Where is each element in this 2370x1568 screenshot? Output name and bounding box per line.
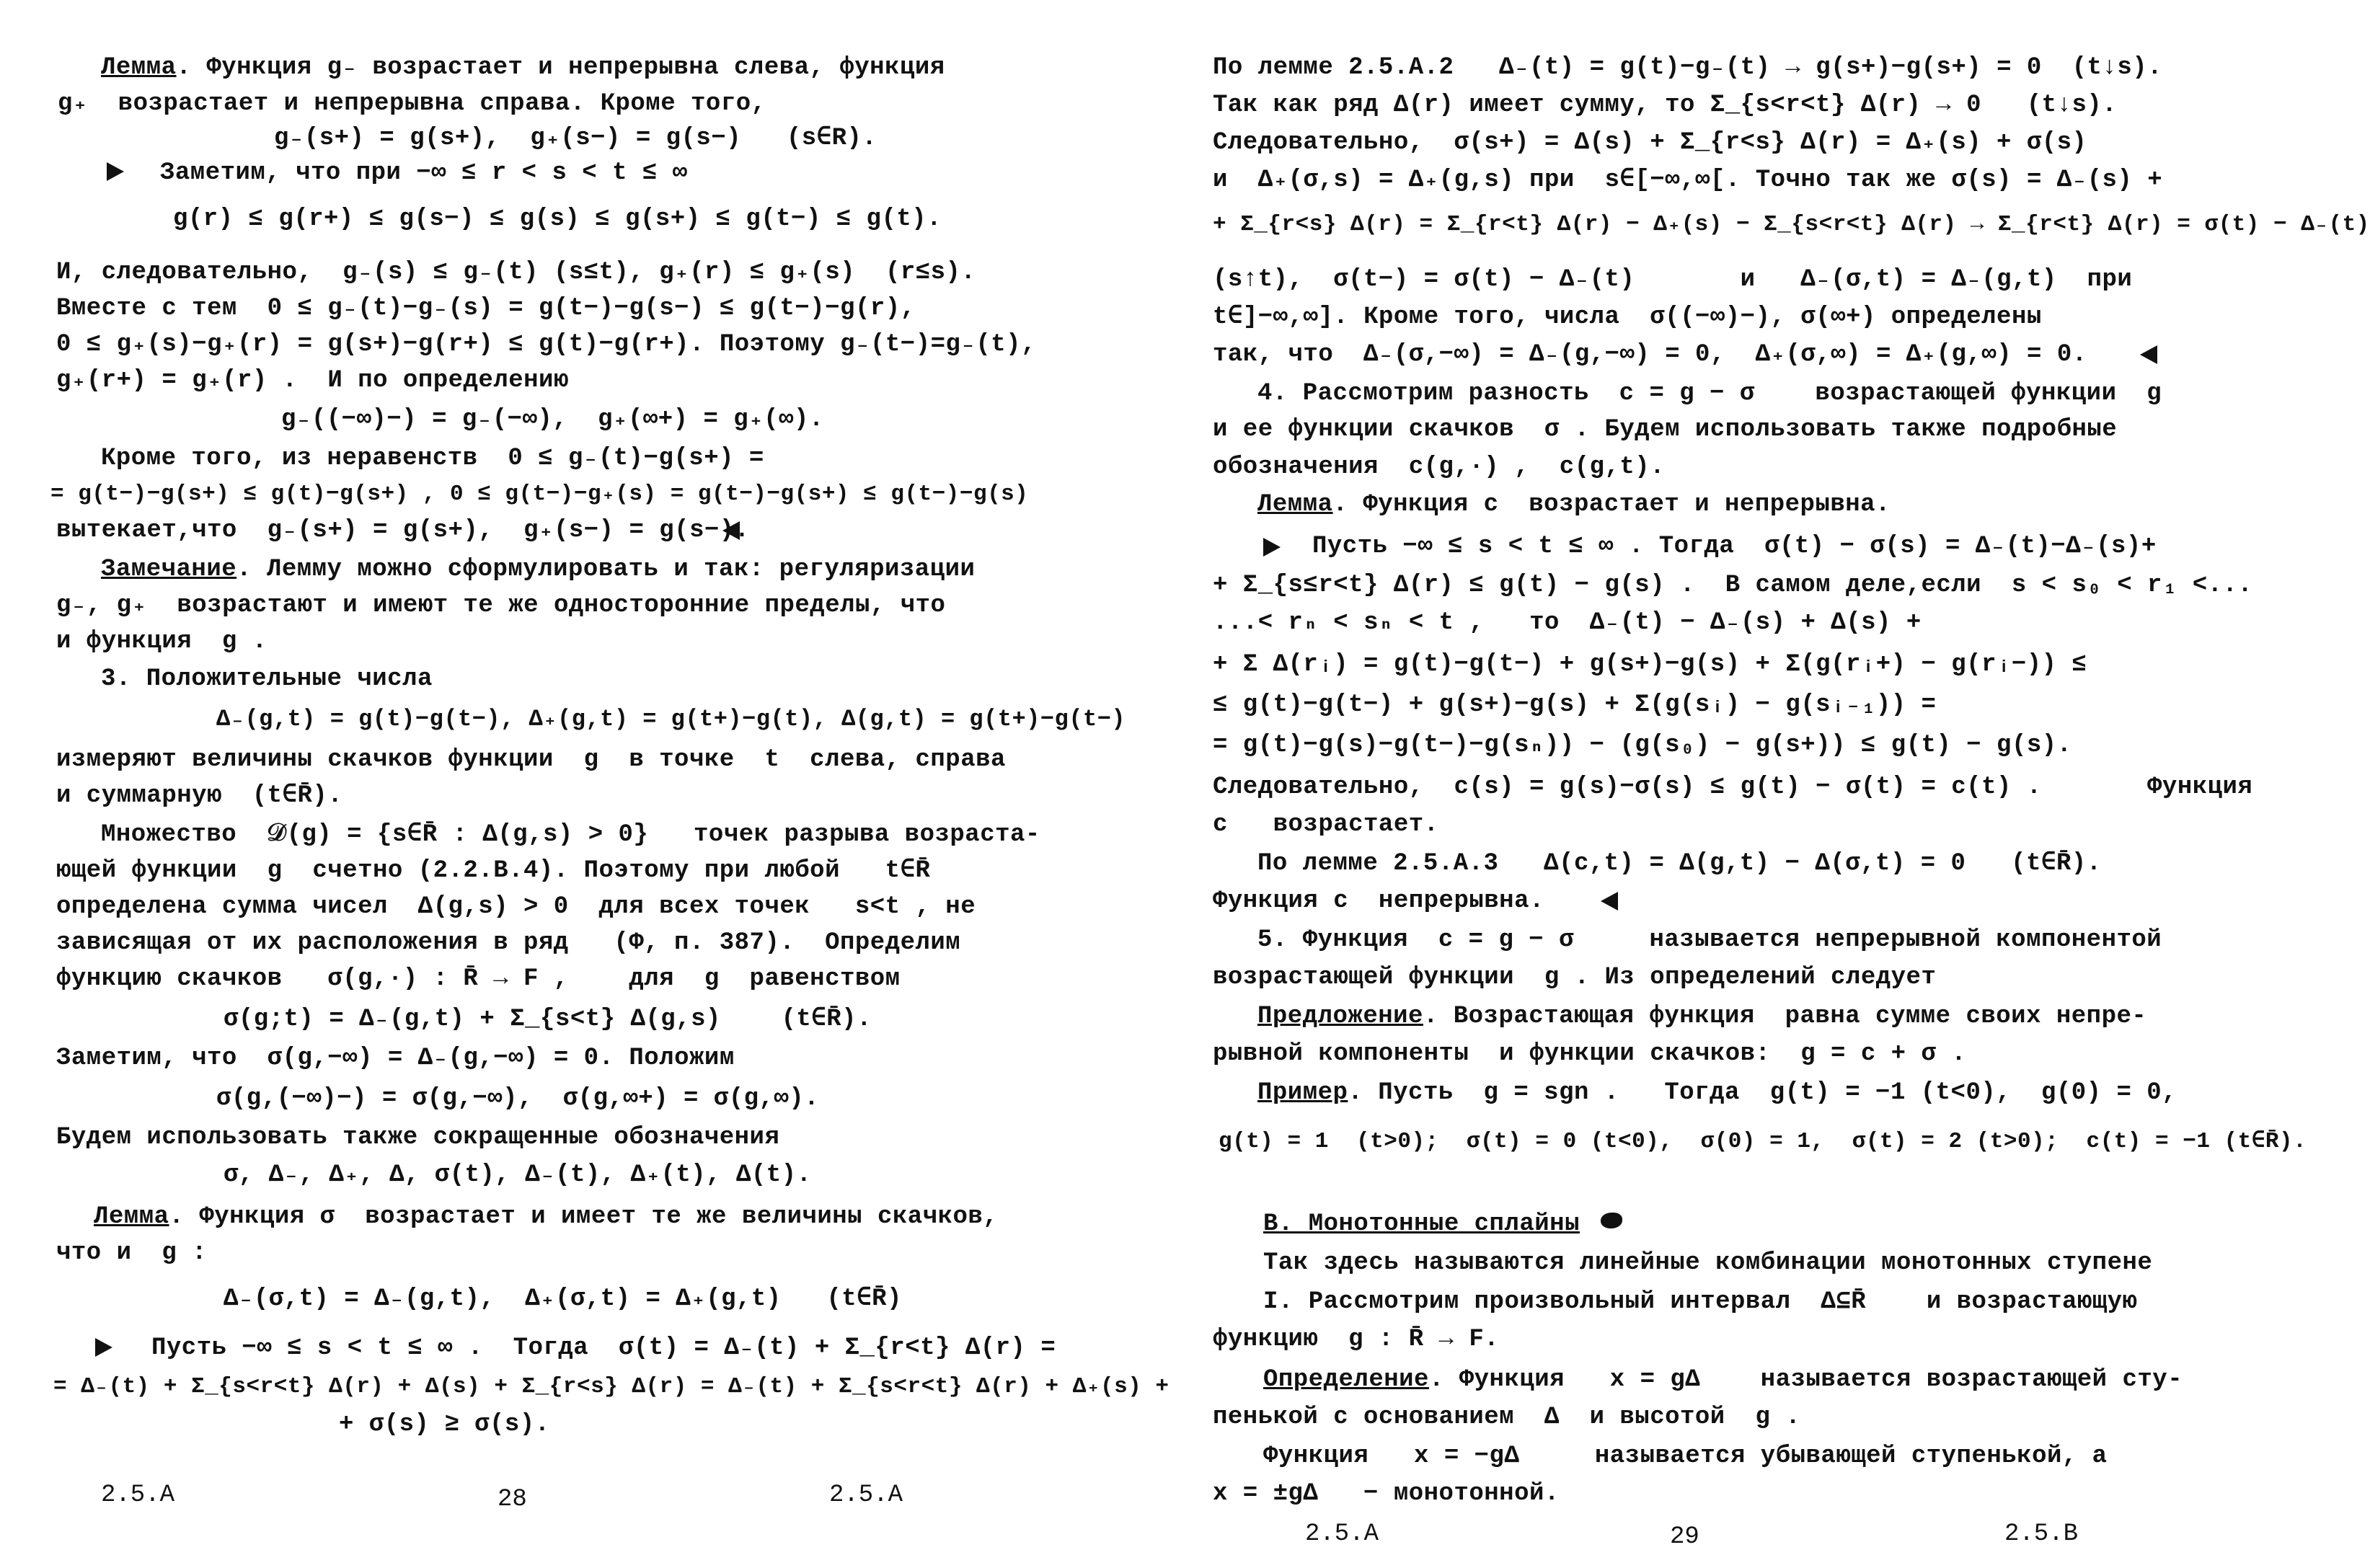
formula-line: g(r) ≤ g(r+) ≤ g(s−) ≤ g(s) ≤ g(s+) ≤ g(t−) ≤ g(t). — [173, 205, 942, 233]
formula-line: + Σ Δ(rᵢ) = g(t)−g(t−) + g(s+)−g(s) + Σ(g(rᵢ+) − g(rᵢ−)) ≤ — [1213, 651, 2087, 678]
text-line-body: . Функция σ возрастает и имеет те же величины скачков, — [169, 1203, 999, 1231]
proof-end-marker — [2140, 345, 2157, 364]
formula-line: σ(g,(−∞)−) = σ(g,−∞), σ(g,∞+) = σ(g,∞). — [216, 1085, 820, 1112]
text-line: Функция x = −gΔ называется убывающей ступенькой, а — [1263, 1443, 2108, 1470]
right-page — [1197, 0, 2370, 1568]
text-line: Вместе с тем 0 ≤ g₋(t)−g₋(s) = g(t−)−g(s−) ≤ g(t−)−g(r), — [56, 295, 916, 322]
text-line: g₊(r+) = g₊(r) . И по определению — [56, 367, 569, 394]
text-line: По лемме 2.5.А.2 Δ₋(t) = g(t)−g₋(t) → g(s+)−g(s+) = 0 (t↓s). — [1213, 54, 2163, 81]
text-line: Так как ряд Δ(r) имеет сумму, то Σ_{s<r<t} Δ(r) → 0 (t↓s). — [1213, 92, 2118, 119]
formula-line: = g(t)−g(s)−g(t−)−g(sₙ)) − (g(s₀) − g(s+)) ≤ g(t) − g(s). — [1213, 732, 2072, 759]
formula-line: σ(g;t) = Δ₋(g,t) + Σ_{s<t} Δ(g,s) (t∈R̄). — [224, 1006, 872, 1033]
section-heading: 3. Положительные числа — [101, 665, 433, 693]
text-line: и суммарную (t∈R̄). — [56, 782, 343, 810]
text-line: функцию скачков σ(g,·) : R̄ → F , для g равенством — [56, 965, 901, 993]
text-line-body: . Функция g₋ возрастает и непрерывна слева, функция — [176, 54, 945, 81]
text-line: функцию g : R̄ → F. — [1213, 1326, 1500, 1353]
text-line — [101, 52, 945, 84]
text-line: зависящая от их расположения в ряд (Ф, п. 387). Определим — [56, 929, 961, 957]
text-line — [94, 1201, 998, 1233]
text-line: Так здесь называются линейные комбинации монотонных ступене — [1263, 1249, 2153, 1277]
text-line — [1257, 1077, 2177, 1109]
text-line: = g(t−)−g(s+) ≤ g(t)−g(s+) , 0 ≤ g(t−)−g₊(s) = g(t−)−g(s+) ≤ g(t−)−g(s) — [50, 482, 1029, 507]
text-line: что и g : — [56, 1239, 208, 1267]
proposition-heading: Предложение — [1257, 1003, 1423, 1030]
text-line: и функция g . — [56, 628, 267, 655]
text-line: g₊ возрастает и непрерывна справа. Кроме того, — [58, 90, 766, 118]
text-line-body: . Пусть g = sgn . Тогда g(t) = −1 (t<0), g(0) = 0, — [1348, 1079, 2177, 1107]
text-line: (s↑t), σ(t−) = σ(t) − Δ₋(t) и Δ₋(σ,t) = Δ₋(g,t) при — [1213, 266, 2133, 293]
text-line: I. Рассмотрим произвольный интервал Δ⊆R̄ и возрастающую — [1263, 1288, 2138, 1316]
left-page — [0, 0, 1169, 1568]
lemma-heading: Лемма — [101, 54, 177, 81]
page-number: 28 — [498, 1486, 527, 1513]
text-line: так, что Δ₋(σ,−∞) = Δ₋(g,−∞) = 0, Δ₊(σ,∞) = Δ₊(g,∞) = 0. — [1213, 341, 2087, 368]
page-number: 29 — [1670, 1523, 1699, 1551]
section-heading: 4. Рассмотрим разность c = g − σ возрастающей функции g — [1257, 380, 2162, 407]
remark-heading: Замечание — [101, 556, 237, 583]
text-line-body: . Функция c возрастает и непрерывна. — [1332, 491, 1891, 518]
proof-end-marker — [1601, 892, 1618, 911]
formula-line: g(t) = 1 (t>0); σ(t) = 0 (t<0), σ(0) = 1, σ(t) = 2 (t>0); c(t) = −1 (t∈R̄). — [1219, 1129, 2307, 1154]
text-line: измеряют величины скачков функции g в точке t слева, справа — [56, 746, 1006, 774]
formula-line: + σ(s) ≥ σ(s). — [339, 1411, 550, 1438]
text-line-body: . Функция x = gΔ называется возрастающей сту- — [1428, 1366, 2183, 1394]
folio-right: 2.5.А — [829, 1481, 903, 1509]
text-line: обозначения c(g,·) , c(g,t). — [1213, 453, 1666, 481]
formula-line: σ, Δ₋, Δ₊, Δ, σ(t), Δ₋(t), Δ₊(t), Δ(t). — [224, 1161, 812, 1189]
formula-line: = Δ₋(t) + Σ_{s<r<t} Δ(r) + Δ(s) + Σ_{r<s} Δ(r) = Δ₋(t) + Σ_{s<r<t} Δ(r) + Δ₊(s) + — [53, 1374, 1169, 1399]
text-line: Заметим, что при −∞ ≤ r < s < t ≤ ∞ — [160, 159, 688, 187]
proof-start-marker — [95, 1338, 112, 1357]
text-line: По лемме 2.5.А.3 Δ(c,t) = Δ(g,t) − Δ(σ,t) = 0 (t∈R̄). — [1257, 850, 2102, 877]
text-line-body: . Возрастающая функция равна сумме своих непре- — [1423, 1003, 2147, 1030]
proof-end-marker — [722, 521, 740, 540]
text-line: Функция c непрерывна. — [1213, 887, 1544, 915]
text-line: и ее функции скачков σ . Будем использовать также подробные — [1213, 416, 2118, 443]
lemma-heading: Лемма — [94, 1203, 169, 1231]
text-line: пенькой с основанием Δ и высотой g . — [1213, 1404, 1801, 1431]
text-line: и Δ₊(σ,s) = Δ₊(g,s) при s∈[−∞,∞[. Точно так же σ(s) = Δ₋(s) + — [1213, 167, 2163, 194]
folio-left: 2.5.А — [101, 1481, 175, 1509]
formula-line: ≤ g(t)−g(t−) + g(s+)−g(s) + Σ(g(sᵢ) − g(sᵢ₋₁)) = — [1213, 691, 1937, 719]
text-line: t∈]−∞,∞]. Кроме того, числа σ((−∞)−), σ(∞+) определены — [1213, 304, 2042, 331]
text-line: определена сумма чисел Δ(g,s) > 0 для всех точек s<t , не — [56, 893, 976, 921]
text-line: Заметим, что σ(g,−∞) = Δ₋(g,−∞) = 0. Положим — [56, 1045, 735, 1072]
text-line: рывной компоненты и функции скачков: g = c + σ . — [1213, 1040, 1967, 1068]
folio-left: 2.5.А — [1305, 1520, 1379, 1548]
text-line: Будем использовать также сокращенные обозначения — [56, 1124, 780, 1151]
text-line-body: . Лемму можно сформулировать и так: регуляризации — [236, 556, 976, 583]
example-heading: Пример — [1257, 1079, 1348, 1107]
proof-start-marker — [1263, 538, 1281, 557]
text-line: Следовательно, σ(s+) = Δ(s) + Σ_{r<s} Δ(r) = Δ₊(s) + σ(s) — [1213, 129, 2087, 156]
definition-heading: Определение — [1263, 1366, 1429, 1394]
text-line: ющей функции g счетно (2.2.В.4). Поэтому при любой t∈R̄ — [56, 857, 931, 885]
text-line: возрастающей функции g . Из определений следует — [1213, 964, 1937, 991]
ink-blot — [1601, 1213, 1622, 1228]
text-line: g₋, g₊ возрастают и имеют те же односторонние пределы, что — [56, 592, 946, 619]
text-line — [1263, 1364, 2183, 1396]
text-line: Множество 𝒟(g) = {s∈R̄ : Δ(g,s) > 0} точек разрыва возраста- — [101, 821, 1040, 849]
text-line: 0 ≤ g₊(s)−g₊(r) = g(s+)−g(r+) ≤ g(t)−g(r+). Поэтому g₋(t−)=g₋(t), — [56, 331, 1036, 358]
formula-line: g₋((−∞)−) = g₋(−∞), g₊(∞+) = g₊(∞). — [281, 406, 824, 433]
text-line — [101, 554, 975, 585]
text-line: ...< rₙ < sₙ < t , то Δ₋(t) − Δ₋(s) + Δ(s) + — [1213, 609, 1922, 637]
text-line: + Σ_{s≤r<t} Δ(r) ≤ g(t) − g(s) . В самом деле,если s < s₀ < r₁ <... — [1213, 572, 2253, 599]
text-line: И, следовательно, g₋(s) ≤ g₋(t) (s≤t), g₊(r) ≤ g₊(s) (r≤s). — [56, 259, 976, 286]
text-line: Пусть −∞ ≤ s < t ≤ ∞ . Тогда σ(t) = Δ₋(t) + Σ_{r<t} Δ(r) = — [151, 1334, 1056, 1362]
proof-start-marker — [107, 162, 124, 181]
text-line: вытекает,что g₋(s+) = g(s+), g₊(s−) = g(s−). — [56, 517, 750, 544]
formula-line: Δ₋(σ,t) = Δ₋(g,t), Δ₊(σ,t) = Δ₊(g,t) (t∈R̄) — [224, 1285, 902, 1313]
subsection-heading: В. Монотонные сплайны — [1263, 1210, 1580, 1238]
text-line: x = ±gΔ − монотонной. — [1213, 1480, 1560, 1507]
formula-line: Δ₋(g,t) = g(t)−g(t−), Δ₊(g,t) = g(t+)−g(t), Δ(g,t) = g(t+)−g(t−) — [216, 706, 1126, 732]
formula-line: g₋(s+) = g(s+), g₊(s−) = g(s−) (s∈R). — [274, 125, 877, 152]
text-line: Следовательно, c(s) = g(s)−σ(s) ≤ g(t) − σ(t) = c(t) . Функция — [1213, 774, 2253, 801]
lemma-heading: Лемма — [1257, 491, 1333, 518]
text-line: Пусть −∞ ≤ s < t ≤ ∞ . Тогда σ(t) − σ(s) = Δ₋(t)−Δ₋(s)+ — [1312, 533, 2157, 560]
text-line: Кроме того, из неравенств 0 ≤ g₋(t)−g(s+) = — [101, 445, 764, 472]
formula-line: + Σ_{r<s} Δ(r) = Σ_{r<t} Δ(r) − Δ₊(s) − Σ_{s<r<t} Δ(r) → Σ_{r<t} Δ(r) = σ(t) − Δ₋(t) — [1213, 212, 2370, 237]
folio-right: 2.5.В — [2004, 1520, 2079, 1548]
section-heading: 5. Функция c = g − σ называется непрерывной компонентой — [1257, 926, 2162, 954]
text-line — [1257, 1001, 2146, 1032]
text-line — [1257, 489, 1891, 521]
text-line: c возрастает. — [1213, 811, 1439, 838]
